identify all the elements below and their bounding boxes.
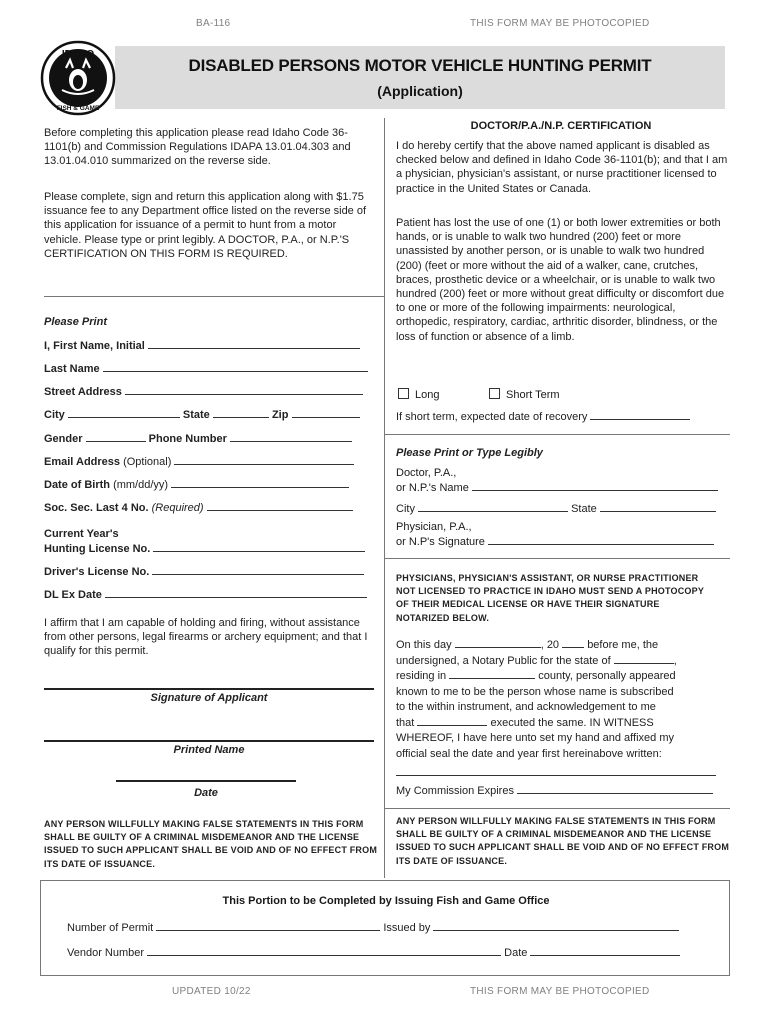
notary-line-8: official seal the date and year first hereinabove written: bbox=[396, 747, 662, 760]
hunting-license-field[interactable] bbox=[44, 527, 365, 557]
state-line[interactable] bbox=[213, 408, 269, 418]
doctor-signature-label-2: or N.P's Signature bbox=[396, 536, 485, 548]
notary-day-label: On this day bbox=[396, 639, 452, 651]
print-legibly-label: Please Print or Type Legibly bbox=[396, 447, 543, 459]
notary-before-me: before me, the bbox=[587, 639, 659, 651]
affirmation-text: I affirm that I am capable of holding and firing, without assistance from other persons, legal firearms or archery equipment; and that I qualify for this permit. bbox=[44, 617, 368, 658]
left-warning: ANY PERSON WILLFULLY MAKING FALSE STATEMENTS IN THIS FORM SHALL BE GUILTY OF A CRIMINAL MISDEMEANOR AND THE LICENSE ISSUED TO SUCH APPLICANT SHALL BE VOID AND OF NO EFFECT FROM ITS DATE OF ISSUANCE. bbox=[44, 819, 378, 869]
doctor-name-label-1: Doctor, P.A., bbox=[396, 467, 457, 479]
doctor-name-field[interactable] bbox=[396, 466, 718, 496]
recovery-date-field[interactable] bbox=[396, 410, 690, 423]
email-label: Email Address bbox=[44, 456, 121, 468]
notary-residing-label: residing in bbox=[396, 670, 447, 682]
drivers-license-line[interactable] bbox=[152, 565, 364, 575]
short-term-label: Short Term bbox=[506, 389, 560, 401]
email-field[interactable] bbox=[44, 455, 354, 468]
first-name-field[interactable] bbox=[44, 339, 360, 352]
applicant-signature-label: Signature of Applicant bbox=[150, 692, 268, 704]
notary-executor-line[interactable] bbox=[417, 716, 487, 726]
certification-paragraph-2: Patient has lost the use of one (1) or both lower extremities or both hands, or is unable to walk two hundred (200) feet or more unassisted by another person, or is unable to walk two hundred (200) (feet or more without the aid of a walker, cane, crutches, braces, prosthetic device or a wheelchair, or is unable to walk two hundred (200) feet or more without great difficulty or discomfort due to one or more of the following impairments: neurological, orthopedic, respiratory, cardiac, arthritic disorder, blindness, or the loss of function or absence of a limb. bbox=[396, 217, 725, 343]
updated-date: UPDATED 10/22 bbox=[172, 986, 251, 997]
notary-line-7: WHEREOF, I have here unto set my hand and affixed my bbox=[396, 732, 674, 744]
doctor-state-line[interactable] bbox=[600, 502, 716, 512]
doctor-signature-line[interactable] bbox=[488, 535, 714, 545]
right-warning: ANY PERSON WILLFULLY MAKING FALSE STATEMENTS IN THIS FORM SHALL BE GUILTY OF A CRIMINAL MISDEMEANOR AND THE LICENSE ISSUED TO SUCH APPLICANT SHALL BE VOID AND OF NO EFFECT FROM ITS DATE OF ISSUANCE. bbox=[396, 816, 730, 866]
ssn-line[interactable] bbox=[207, 501, 353, 511]
dob-format: (mm/dd/yy) bbox=[113, 479, 169, 491]
notary-executed-label: executed the same. IN WITNESS bbox=[490, 716, 654, 729]
notary-that-label: that bbox=[396, 716, 415, 729]
drivers-license-field[interactable] bbox=[44, 565, 364, 578]
commission-expires-line[interactable] bbox=[517, 784, 713, 794]
gender-label: Gender bbox=[44, 433, 83, 445]
doctor-city-state-field[interactable] bbox=[396, 502, 716, 515]
notary-signature-line[interactable] bbox=[396, 766, 716, 776]
dl-ex-date-field[interactable] bbox=[44, 588, 367, 601]
recovery-date-line[interactable] bbox=[590, 410, 690, 420]
short-term-checkbox[interactable] bbox=[489, 388, 500, 399]
long-term-option[interactable] bbox=[398, 388, 439, 401]
office-date-label: Date bbox=[504, 947, 528, 959]
phone-label: Phone Number bbox=[148, 433, 227, 445]
doctor-certification-heading: DOCTOR/P.A./N.P. CERTIFICATION bbox=[470, 120, 652, 132]
office-use-heading: This Portion to be Completed by Issuing Fish and Game Office bbox=[222, 895, 550, 907]
phone-line[interactable] bbox=[230, 432, 352, 442]
date-line[interactable] bbox=[116, 780, 296, 782]
notary-year-label: , 20 bbox=[540, 639, 560, 651]
title-bar bbox=[115, 46, 725, 109]
doctor-city-line[interactable] bbox=[418, 502, 568, 512]
please-print-label: Please Print bbox=[44, 316, 107, 328]
office-date-line[interactable] bbox=[530, 946, 680, 956]
last-name-field[interactable] bbox=[44, 362, 368, 375]
email-optional: (Optional) bbox=[123, 456, 172, 468]
dl-ex-date-label: DL Ex Date bbox=[44, 589, 102, 601]
doctor-name-label-2: or N.P.'s Name bbox=[396, 482, 469, 494]
logo-text-top: IDAHO bbox=[61, 49, 95, 60]
zip-line[interactable] bbox=[292, 408, 360, 418]
printed-name-label: Printed Name bbox=[173, 744, 245, 756]
notary-state-label: undersigned, a Notary Public for the state of bbox=[396, 654, 611, 667]
street-address-line[interactable] bbox=[125, 385, 363, 395]
date-label: Date bbox=[194, 787, 218, 799]
ssn-field[interactable] bbox=[44, 501, 353, 514]
first-name-label: I, First Name, Initial bbox=[44, 340, 145, 352]
intro-paragraph-2: Please complete, sign and return this application along with $1.75 issuance fee to any Department office listed on the reverse side of this application for issuance of a permit to hunt from a motor vehicle. Please type or print legibly. A DOCTOR, P.A., or N.P.'S CERTIFICATION ON THIS FORM IS REQUIRED. bbox=[44, 191, 367, 260]
intro-paragraph-1: Before completing this application please read Idaho Code 36-1101(b) and Commission Regulations IDAPA 13.01.04.303 and 13.01.04.010 summarized on the reverse side. bbox=[44, 127, 351, 168]
doctor-signature-field[interactable] bbox=[396, 520, 714, 550]
city-state-zip-field[interactable] bbox=[44, 408, 360, 421]
doctor-signature-label-1: Physician, P.A., bbox=[396, 521, 472, 533]
left-divider bbox=[44, 296, 384, 297]
right-divider bbox=[384, 434, 730, 435]
recovery-date-label: If short term, expected date of recovery bbox=[396, 411, 588, 423]
doctor-city-label: City bbox=[396, 503, 415, 515]
last-name-label: Last Name bbox=[44, 363, 100, 375]
permit-number-line[interactable] bbox=[156, 921, 380, 931]
drivers-license-label: Driver's License No. bbox=[44, 566, 150, 578]
notary-state-line[interactable] bbox=[614, 654, 674, 664]
ssn-label: Soc. Sec. Last 4 No. bbox=[44, 502, 149, 514]
issued-by-label: Issued by bbox=[383, 922, 431, 934]
email-line[interactable] bbox=[174, 455, 354, 465]
office-use-box bbox=[40, 880, 730, 976]
city-label: City bbox=[44, 409, 65, 421]
applicant-signature-line[interactable] bbox=[44, 688, 374, 690]
hunting-license-label-2: Hunting License No. bbox=[44, 543, 151, 555]
dob-field[interactable] bbox=[44, 478, 349, 491]
commission-expires-label: My Commission Expires bbox=[396, 785, 514, 797]
logo-text-bottom: FISH & GAME bbox=[56, 105, 100, 112]
right-divider-2 bbox=[384, 558, 730, 559]
notary-line-4: known to me to be the person whose name is subscribed bbox=[396, 685, 674, 698]
hunting-license-label-1: Current Year's bbox=[44, 528, 119, 540]
long-term-checkbox[interactable] bbox=[398, 388, 409, 399]
notary-county-label: county, personally appeared bbox=[538, 670, 676, 682]
last-name-line[interactable] bbox=[103, 362, 368, 372]
ssn-required: (Required) bbox=[151, 502, 204, 514]
dl-ex-date-line[interactable] bbox=[105, 588, 367, 598]
notary-block: On this day , 20 before me, the undersigned, a Notary Public for the state of , residing in county, personally appeared known to me to be the person whose name is subscribed to the within instrument, and acknowledgement to me that executed the same. IN WITNESS WHEREOF, I have here unto set my hand and affixed my official seal the date and year first hereinabove written: bbox=[396, 638, 730, 762]
street-address-label: Street Address bbox=[44, 386, 122, 398]
dob-line[interactable] bbox=[171, 478, 349, 488]
long-term-label: Long bbox=[415, 389, 440, 401]
doctor-state-label: State bbox=[571, 503, 597, 515]
vendor-number-field[interactable] bbox=[67, 946, 680, 959]
vendor-number-label: Vendor Number bbox=[67, 947, 145, 959]
street-address-field[interactable] bbox=[44, 385, 363, 398]
permit-number-field[interactable] bbox=[67, 921, 679, 934]
idaho-fish-game-logo-icon bbox=[40, 40, 116, 116]
unlicensed-notice: PHYSICIANS, PHYSICIAN'S ASSISTANT, OR NURSE PRACTITIONER NOT LICENSED TO PRACTICE IN IDAHO MUST SEND A PHOTOCOPY OF THEIR MEDICAL LICENSE OR HAVE THEIR SIGNATURE NOTARIZED BELOW. bbox=[396, 573, 704, 623]
commission-expires-field[interactable] bbox=[396, 784, 713, 797]
form-title: DISABLED PERSONS MOTOR VEHICLE HUNTING PERMIT bbox=[188, 56, 652, 75]
notary-county-line[interactable] bbox=[449, 669, 535, 679]
permit-number-label: Number of Permit bbox=[67, 922, 154, 934]
hunting-license-line[interactable] bbox=[153, 542, 365, 552]
doctor-name-line[interactable] bbox=[472, 481, 718, 491]
photocopy-note: THIS FORM MAY BE PHOTOCOPIED bbox=[470, 18, 650, 29]
right-divider-3 bbox=[384, 808, 730, 809]
printed-name-line[interactable] bbox=[44, 740, 374, 742]
form-number: BA-116 bbox=[196, 18, 231, 29]
notary-day-line[interactable] bbox=[455, 638, 541, 648]
dob-label: Date of Birth bbox=[44, 479, 110, 491]
gender-line[interactable] bbox=[86, 432, 146, 442]
column-divider bbox=[384, 118, 385, 878]
notary-year-line[interactable] bbox=[562, 638, 584, 648]
vendor-number-line[interactable] bbox=[147, 946, 501, 956]
first-name-line[interactable] bbox=[148, 339, 360, 349]
gender-phone-field[interactable] bbox=[44, 432, 352, 445]
short-term-option[interactable] bbox=[489, 388, 560, 401]
issued-by-line[interactable] bbox=[433, 921, 679, 931]
city-line[interactable] bbox=[68, 408, 180, 418]
zip-label: Zip bbox=[271, 409, 289, 421]
certification-paragraph-1: I do hereby certify that the above named applicant is disabled as checked below and defined in Idaho Code 36-1101(b); and that I am a physician, physician's assistant, or nurse practitioner licensed to practice in the United States or Canada. bbox=[396, 140, 728, 195]
notary-line-5: to the within instrument, and acknowledgement to me bbox=[396, 701, 656, 713]
state-label: State bbox=[182, 409, 210, 421]
form-subtitle: (Application) bbox=[377, 83, 463, 99]
footer-photocopy-note: THIS FORM MAY BE PHOTOCOPIED bbox=[470, 986, 650, 997]
